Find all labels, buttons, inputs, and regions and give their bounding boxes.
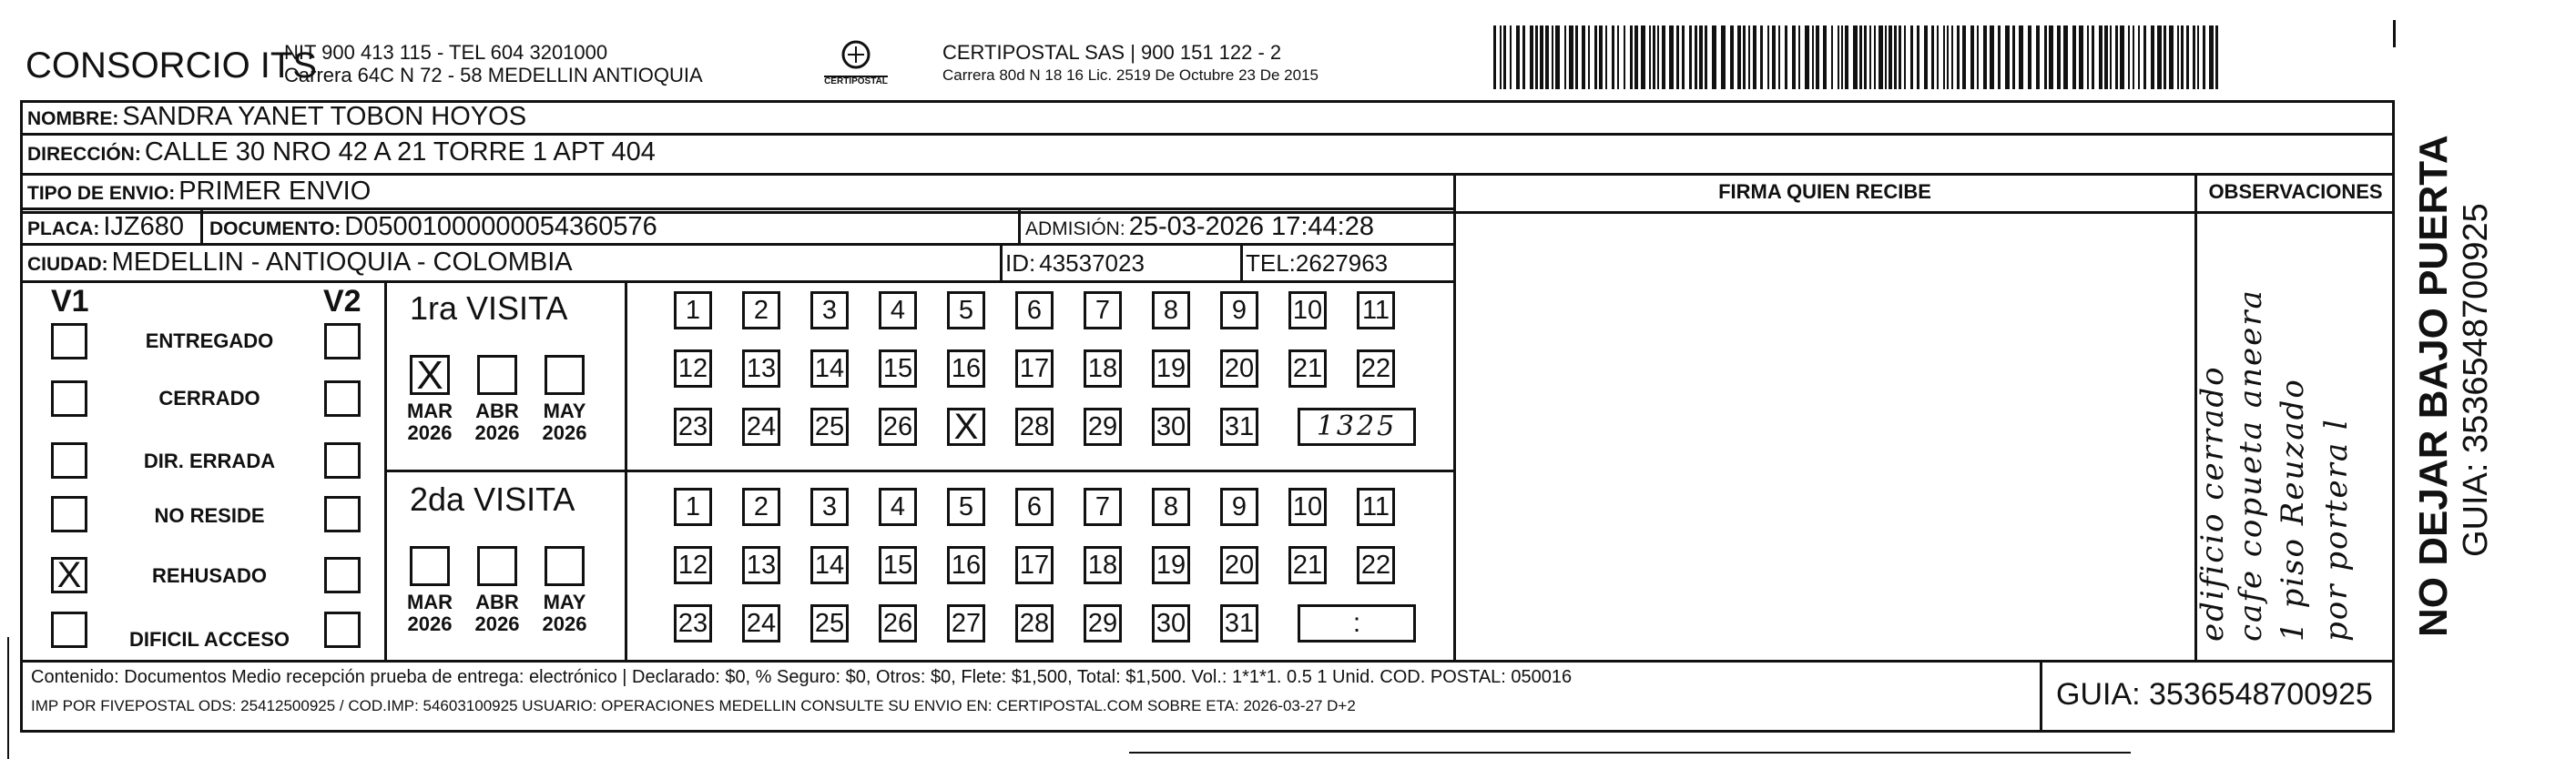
field-divider	[1000, 243, 1003, 281]
field-divider	[200, 207, 203, 244]
field-divider	[1240, 243, 1243, 281]
status-label: REHUSADO	[152, 564, 267, 587]
v1-checkbox[interactable]	[51, 442, 87, 479]
barcode-bar	[2151, 25, 2154, 89]
side-guide: GUIA: 3536548700925	[2457, 203, 2495, 557]
barcode-bar	[1522, 25, 1525, 89]
barcode-bar	[1737, 25, 1741, 89]
city-value: MEDELLIN - ANTIOQUIA - COLOMBIA	[111, 248, 573, 277]
barcode-bar	[2005, 25, 2010, 89]
row-divider	[20, 660, 2395, 663]
barcode-bar	[1767, 25, 1769, 89]
id-row	[1005, 249, 1145, 278]
barcode-bar	[1864, 25, 1867, 89]
observation-line-1: edificio cerrado	[2194, 365, 2231, 642]
tel-row	[1246, 249, 1388, 278]
barcode-bar	[1662, 25, 1665, 89]
visit1-day-box[interactable]: 14	[810, 349, 849, 388]
visit2-day-box[interactable]: 11	[1357, 488, 1395, 526]
barcode-bar	[1634, 25, 1638, 89]
barcode-bar	[1624, 25, 1625, 89]
observations-header: OBSERVACIONES	[2208, 180, 2383, 203]
logo-caption: CERTIPOSTAL	[824, 76, 888, 86]
barcode-bar	[2072, 25, 2076, 89]
visit2-day-box[interactable]: 6	[1015, 488, 1054, 526]
visit1-day-box[interactable]: 6	[1015, 291, 1054, 329]
barcode-bar	[1785, 25, 1787, 89]
visit1-month-checkbox[interactable]	[545, 355, 585, 395]
barcode-bar	[1838, 25, 1839, 89]
v2-checkbox[interactable]	[324, 380, 361, 417]
barcode-bar	[1841, 25, 1843, 89]
barcode-bar	[1845, 25, 1848, 89]
visit2-day-box[interactable]: 4	[879, 488, 917, 526]
barcode-bar	[1812, 25, 1814, 89]
visit1-day-box[interactable]: 3	[810, 291, 849, 329]
barcode-bar	[1535, 25, 1538, 89]
barcode-bar	[1540, 25, 1543, 89]
certipostal-logo	[815, 36, 897, 91]
tel-value: 2627963	[1295, 249, 1389, 277]
visit2-month-checkbox[interactable]	[545, 546, 585, 586]
barcode-bar	[2157, 25, 2162, 89]
v2-checkbox[interactable]	[324, 496, 361, 532]
row-divider	[20, 133, 2395, 136]
company-address: Carrera 64C N 72 - 58 MEDELLIN ANTIOQUIA	[284, 64, 703, 86]
visit2-month-label: MAY	[543, 591, 586, 613]
visit1-day-box[interactable]: 9	[1220, 291, 1258, 329]
barcode-bar	[1792, 25, 1796, 89]
visit1-day-box[interactable]: 7	[1084, 291, 1122, 329]
barcode-bar	[2110, 25, 2112, 89]
barcode-bar	[2186, 25, 2189, 89]
barcode	[1493, 25, 2222, 89]
barcode-bar	[1612, 25, 1614, 89]
carrier-line-1: CERTIPOSTAL SAS | 900 151 122 - 2	[942, 41, 1282, 64]
barcode-bar	[1594, 25, 1597, 89]
barcode-bar	[1977, 25, 1979, 89]
visit1-day-box[interactable]: 19	[1152, 349, 1190, 388]
document-value: D05001000000054360576	[344, 212, 657, 241]
visit1-day-box[interactable]: 30	[1152, 408, 1190, 446]
barcode-bar	[1778, 25, 1780, 89]
address-label: DIRECCIÓN:	[27, 144, 141, 165]
visit1-day-box[interactable]: 8	[1152, 291, 1190, 329]
status-label: ENTREGADO	[145, 329, 274, 352]
barcode-bar	[1957, 25, 1960, 89]
visit1-day-box[interactable]: 24	[742, 408, 780, 446]
barcode-bar	[1990, 25, 1994, 89]
barcode-bar	[2028, 25, 2031, 89]
barcode-bar	[2203, 25, 2205, 89]
visit1-day-box[interactable]: X	[947, 408, 985, 446]
status-label: CERRADO	[158, 387, 260, 410]
barcode-bar	[1931, 25, 1934, 89]
barcode-bar	[2209, 25, 2214, 89]
barcode-bar	[2049, 25, 2053, 89]
barcode-bar	[1552, 25, 1553, 89]
field-divider	[1018, 207, 1021, 244]
barcode-bar	[1885, 25, 1887, 89]
barcode-bar	[1575, 25, 1578, 89]
barcode-bar	[2099, 25, 2103, 89]
visit2-month-label: ABR	[475, 591, 519, 613]
visit2-day-box[interactable]: 14	[810, 546, 849, 584]
barcode-bar	[1748, 25, 1750, 89]
visit1-day-box[interactable]: 26	[879, 408, 917, 446]
visit1-day-box[interactable]: 1	[674, 291, 712, 329]
plate-label: PLACA:	[27, 218, 100, 239]
barcode-bar	[2128, 25, 2130, 89]
barcode-bar	[1630, 25, 1633, 89]
visit-separator	[384, 470, 1455, 472]
barcode-bar	[2057, 25, 2061, 89]
barcode-bar	[1805, 25, 1809, 89]
barcode-bar	[2169, 25, 2174, 89]
barcode-bar	[1743, 25, 1746, 89]
v1-label: V1	[51, 284, 89, 319]
visit2-day-box[interactable]: 22	[1357, 546, 1395, 584]
address-value: CALLE 30 NRO 42 A 21 TORRE 1 APT 404	[144, 137, 656, 167]
visit2-day-box[interactable]: 24	[742, 604, 780, 643]
barcode-bar	[1545, 25, 1549, 89]
barcode-bar	[1641, 25, 1645, 89]
barcode-bar	[1947, 25, 1949, 89]
visit2-day-box[interactable]: 1	[674, 488, 712, 526]
footer-line-1: Contenido: Documentos Medio recepción prueba de entrega: electrónico | Declarado: $0, % Seguro: $0, Otros: $0, Flete: $1,500, Total: $1,500. Vol.: 1*1*1. 0.5 1 Unid. COD. POSTAL: 050016	[31, 667, 1573, 687]
document-label: DOCUMENTO:	[209, 218, 341, 239]
shipment-label: TIPO DE ENVIO:	[27, 183, 176, 204]
barcode-bar	[2063, 25, 2068, 89]
visit2-day-box[interactable]: 5	[947, 488, 985, 526]
barcode-bar	[1910, 25, 1913, 89]
barcode-bar	[2079, 25, 2083, 89]
barcode-bar	[1889, 25, 1892, 89]
barcode-bar	[1962, 25, 1966, 89]
footer-guide: GUIA: 3536548700925	[2056, 677, 2373, 712]
barcode-bar	[1649, 25, 1651, 89]
v2-checkbox[interactable]	[324, 323, 361, 359]
barcode-bar	[1937, 25, 1939, 89]
barcode-bar	[1569, 25, 1573, 89]
v2-checkbox[interactable]	[324, 442, 361, 479]
v1-checkbox[interactable]	[51, 612, 87, 648]
visit2-day-box[interactable]: 2	[742, 488, 780, 526]
visit1-day-box[interactable]: 20	[1220, 349, 1258, 388]
visit1-month-checkbox[interactable]: X	[410, 355, 450, 395]
barcode-bar	[2177, 25, 2179, 89]
admission-row	[1025, 212, 1374, 242]
v2-checkbox[interactable]	[324, 612, 361, 648]
signature-left-border	[1453, 173, 1456, 660]
visit1-day-box[interactable]: 17	[1015, 349, 1054, 388]
visit1-day-box[interactable]: 5	[947, 291, 985, 329]
barcode-bar	[1816, 25, 1819, 89]
barcode-bar	[1874, 25, 1876, 89]
visit1-day-box[interactable]: 22	[1357, 349, 1395, 388]
barcode-bar	[1894, 25, 1897, 89]
barcode-bar	[1500, 25, 1502, 89]
barcode-bar	[1904, 25, 1906, 89]
barcode-bar	[2193, 25, 2195, 89]
visit1-day-box[interactable]: 15	[879, 349, 917, 388]
visit2-day-box[interactable]: 27	[947, 604, 985, 643]
row-divider	[20, 207, 1455, 210]
barcode-bar	[1503, 25, 1506, 89]
barcode-bar	[1564, 25, 1566, 89]
barcode-bar	[2092, 25, 2094, 89]
visit2-day-box[interactable]: 21	[1288, 546, 1327, 584]
shipment-value: PRIMER ENVIO	[178, 177, 372, 206]
barcode-bar	[1653, 25, 1655, 89]
plate-value: IJZ680	[103, 212, 184, 241]
barcode-bar	[1831, 25, 1833, 89]
barcode-bar	[1617, 25, 1619, 89]
status-label: NO RESIDE	[154, 504, 265, 527]
visit2-month-year: 2026	[542, 612, 587, 635]
visit1-day-box[interactable]: 23	[674, 408, 712, 446]
barcode-bar	[2138, 25, 2140, 89]
visit1-day-box[interactable]: 2	[742, 291, 780, 329]
visit1-day-box[interactable]: 29	[1084, 408, 1122, 446]
row-divider	[20, 173, 2395, 176]
barcode-bar	[2019, 25, 2023, 89]
barcode-bar	[1753, 25, 1756, 89]
barcode-bar	[1760, 25, 1763, 89]
scan-bottom-mark	[1129, 752, 2131, 754]
visit1-month-label: MAY	[543, 400, 586, 422]
visit2-title: 2da VISITA	[410, 481, 575, 518]
visit1-day-box[interactable]: 11	[1357, 291, 1395, 329]
carrier-line-2: Carrera 80d N 18 16 Lic. 2519 De Octubre 23 De 2015	[942, 66, 1319, 84]
barcode-bar	[1682, 25, 1685, 89]
visit1-time-box[interactable]: 1325	[1298, 408, 1416, 446]
barcode-bar	[2143, 25, 2146, 89]
visit1-day-box[interactable]: 31	[1220, 408, 1258, 446]
barcode-bar	[1605, 25, 1607, 89]
v1-checkbox[interactable]	[51, 496, 87, 532]
visit1-title: 1ra VISITA	[410, 289, 568, 327]
plate-row	[27, 212, 184, 242]
barcode-bar	[1721, 25, 1726, 89]
observation-line-4: por portera l	[2318, 418, 2355, 642]
id-label: ID:	[1005, 249, 1036, 277]
barcode-bar	[1798, 25, 1800, 89]
observation-line-3: 1 piso Reuzado	[2275, 378, 2311, 642]
v2-label: V2	[323, 284, 361, 319]
visit1-month-year: 2026	[407, 421, 453, 444]
visit2-day-box[interactable]: 7	[1084, 488, 1122, 526]
status-label: DIR. ERRADA	[143, 450, 276, 472]
visit2-day-box[interactable]: 23	[674, 604, 712, 643]
city-label: CIUDAD:	[27, 254, 108, 275]
visit1-day-box[interactable]: 28	[1015, 408, 1054, 446]
barcode-bar	[2044, 25, 2047, 89]
barcode-bar	[2164, 25, 2166, 89]
footer-line-2: IMP POR FIVEPOSTAL ODS: 25412500925 / COD.IMP: 54603100925 USUARIO: OPERACIONES MEDELLIN CONSULTE SU ENVIO EN: CERTIPOSTAL.COM SOBRE ETA: 2026-03-27 D+2	[31, 697, 1356, 714]
visit2-day-box[interactable]: 9	[1220, 488, 1258, 526]
barcode-bar	[2197, 25, 2199, 89]
visit2-month-label: MAR	[406, 591, 453, 613]
footer-divider	[2040, 660, 2042, 733]
scan-edge-mark	[7, 637, 9, 759]
visit2-day-box[interactable]: 20	[1220, 546, 1258, 584]
document-row	[209, 212, 657, 242]
name-value: SANDRA YANET TOBON HOYOS	[122, 102, 527, 131]
barcode-bar	[1599, 25, 1603, 89]
barcode-bar	[1712, 25, 1716, 89]
visit2-day-box[interactable]: 29	[1084, 604, 1122, 643]
barcode-bar	[1970, 25, 1974, 89]
visit1-day-box[interactable]: 12	[674, 349, 712, 388]
visit1-day-box[interactable]: 25	[810, 408, 849, 446]
v1-checkbox[interactable]: X	[51, 557, 87, 593]
admission-label: ADMISIÓN:	[1025, 218, 1125, 239]
v2-checkbox[interactable]	[324, 557, 361, 593]
visit2-day-box[interactable]: 28	[1015, 604, 1054, 643]
barcode-bar	[2087, 25, 2089, 89]
visit1-day-box[interactable]: 18	[1084, 349, 1122, 388]
barcode-bar	[1657, 25, 1659, 89]
barcode-bar	[1983, 25, 1987, 89]
barcode-bar	[1510, 25, 1512, 89]
observation-line-2: cafe copueta aneera	[2233, 288, 2269, 642]
name-label: NOMBRE:	[27, 108, 119, 129]
visit2-day-box[interactable]: 31	[1220, 604, 1258, 643]
barcode-bar	[1917, 25, 1919, 89]
barcode-bar	[1879, 25, 1883, 89]
signature-header: FIRMA QUIEN RECIBE	[1718, 180, 1931, 203]
visit1-day-box[interactable]: 4	[879, 291, 917, 329]
visit2-day-box[interactable]: 12	[674, 546, 712, 584]
barcode-bar	[2120, 25, 2124, 89]
barcode-bar	[1689, 25, 1692, 89]
visit2-month-checkbox[interactable]	[477, 546, 517, 586]
barcode-bar	[1493, 25, 1496, 89]
visit1-day-box[interactable]: 21	[1288, 349, 1327, 388]
barcode-bar	[1730, 25, 1734, 89]
visit2-day-box[interactable]: 19	[1152, 546, 1190, 584]
visit2-day-box[interactable]: 18	[1084, 546, 1122, 584]
barcode-bar	[1676, 25, 1679, 89]
admission-value: 25-03-2026 17:44:28	[1128, 212, 1374, 241]
barcode-bar	[1859, 25, 1862, 89]
visit1-day-box[interactable]: 16	[947, 349, 985, 388]
visit2-day-box[interactable]: 17	[1015, 546, 1054, 584]
side-warning: NO DEJAR BAJO PUERTA	[2411, 135, 2456, 637]
visit2-month-year: 2026	[407, 612, 453, 635]
company-name: CONSORCIO ITS	[25, 46, 318, 86]
visit2-time-box[interactable]: :	[1298, 604, 1416, 643]
shipment-row	[27, 177, 371, 207]
tel-label: TEL:	[1246, 249, 1296, 277]
barcode-bar	[2181, 25, 2184, 89]
visit2-day-box[interactable]: 30	[1152, 604, 1190, 643]
barcode-bar	[1823, 25, 1827, 89]
barcode-bar	[1772, 25, 1776, 89]
visit2-day-box[interactable]: 13	[742, 546, 780, 584]
barcode-bar	[1582, 25, 1585, 89]
visit1-day-box[interactable]: 10	[1288, 291, 1327, 329]
visit2-month-year: 2026	[474, 612, 520, 635]
visit1-month-year: 2026	[474, 421, 520, 444]
barcode-bar	[1699, 25, 1703, 89]
barcode-bar	[2215, 25, 2218, 89]
visit1-month-year: 2026	[542, 421, 587, 444]
barcode-bar	[1853, 25, 1858, 89]
visit2-month-checkbox[interactable]	[410, 546, 450, 586]
visit1-month-label: MAR	[406, 400, 453, 422]
address-row	[27, 137, 656, 167]
barcode-bar	[2115, 25, 2118, 89]
barcode-bar	[1951, 25, 1953, 89]
barcode-bar	[1588, 25, 1590, 89]
barcode-bar	[1695, 25, 1697, 89]
top-right-mark	[2393, 20, 2396, 47]
barcode-bar	[1705, 25, 1707, 89]
company-nit: NIT 900 413 115 - TEL 604 3201000	[284, 41, 608, 64]
barcode-bar	[1555, 25, 1560, 89]
barcode-bar	[1530, 25, 1533, 89]
visit1-month-label: ABR	[475, 400, 519, 422]
barcode-bar	[1516, 25, 1520, 89]
barcode-bar	[1669, 25, 1674, 89]
status-label: DIFICIL ACCESO	[128, 628, 290, 651]
barcode-bar	[1943, 25, 1945, 89]
barcode-bar	[2133, 25, 2134, 89]
visit2-day-box[interactable]: 8	[1152, 488, 1190, 526]
visit2-day-box[interactable]: 26	[879, 604, 917, 643]
v1-checkbox[interactable]	[51, 323, 87, 359]
visit2-day-box[interactable]: 10	[1288, 488, 1327, 526]
visit2-day-box[interactable]: 15	[879, 546, 917, 584]
barcode-bar	[1924, 25, 1928, 89]
city-row	[27, 248, 573, 278]
visit2-day-box[interactable]: 25	[810, 604, 849, 643]
name-row	[27, 102, 526, 132]
barcode-bar	[1998, 25, 2001, 89]
id-value: 43537023	[1039, 249, 1145, 277]
barcode-bar	[1899, 25, 1901, 89]
barcode-bar	[2012, 25, 2015, 89]
visit1-day-box[interactable]: 13	[742, 349, 780, 388]
barcode-bar	[2036, 25, 2040, 89]
barcode-bar	[1869, 25, 1871, 89]
barcode-bar	[2104, 25, 2108, 89]
visit1-month-checkbox[interactable]	[477, 355, 517, 395]
visit2-day-box[interactable]: 3	[810, 488, 849, 526]
visit2-day-box[interactable]: 16	[947, 546, 985, 584]
v1-checkbox[interactable]	[51, 380, 87, 417]
